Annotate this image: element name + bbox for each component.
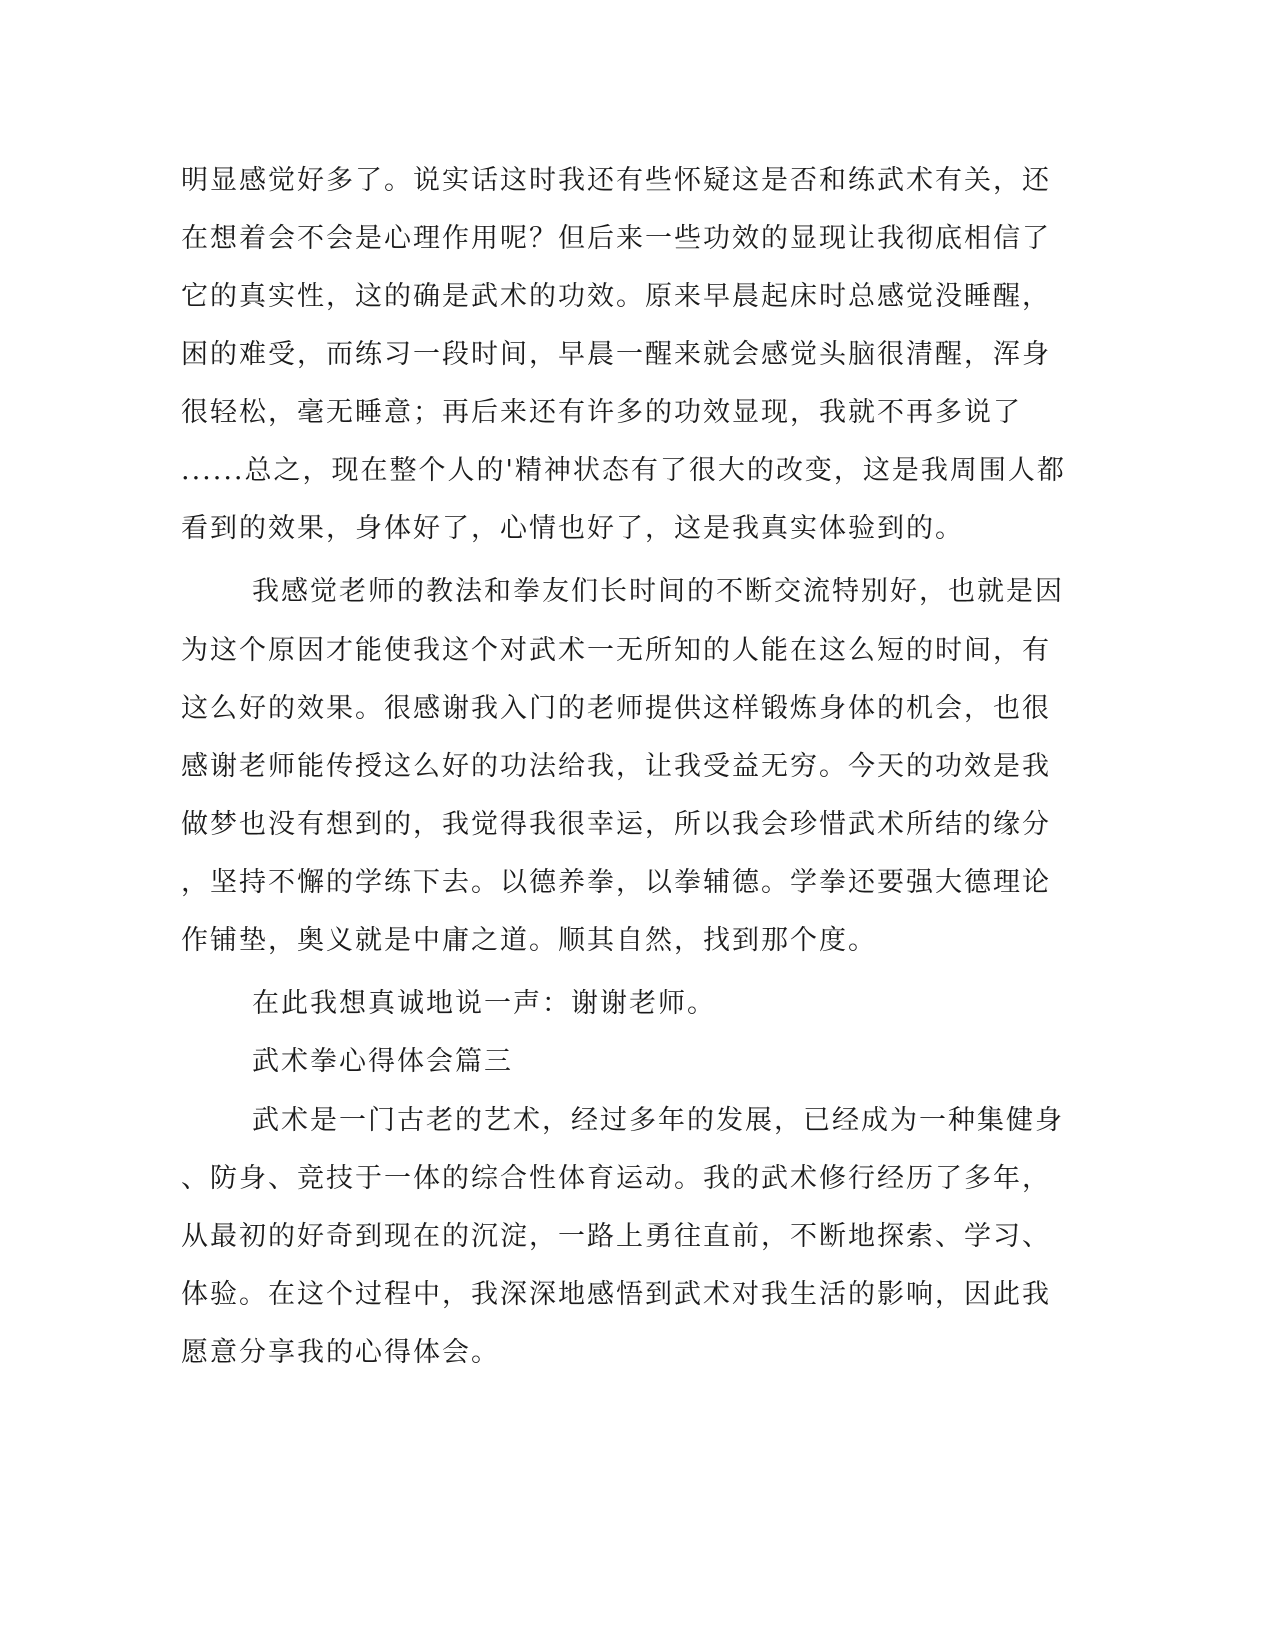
- paragraph-first-line: 武术是一门古老的艺术，经过多年的发展，已经成为一种集健身: [252, 1105, 1064, 1136]
- text-line: 愿意分享我的心得体会。: [181, 1337, 500, 1368]
- closing-line: 在此我想真诚地说一声：谢谢老师。: [252, 988, 716, 1019]
- text-line: 在想着会不会是心理作用呢？但后来一些功效的显现让我彻底相信了: [181, 223, 1051, 254]
- text-line: ，坚持不懈的学练下去。以德养拳，以拳辅德。学拳还要强大德理论: [181, 867, 1051, 898]
- text-line: 困的难受，而练习一段时间，早晨一醒来就会感觉头脑很清醒，浑身: [181, 339, 1051, 370]
- text-line: 这么好的效果。很感谢我入门的老师提供这样锻炼身体的机会，也很: [181, 693, 1051, 724]
- text-line: 从最初的好奇到现在的沉淀，一路上勇往直前，不断地探索、学习、: [181, 1221, 1051, 1252]
- text-line: 做梦也没有想到的，我觉得我很幸运，所以我会珍惜武术所结的缘分: [181, 809, 1051, 840]
- text-line: 感谢老师能传授这么好的功法给我，让我受益无穷。今天的功效是我: [181, 751, 1051, 782]
- text-line: ......总之，现在整个人的'精神状态有了很大的改变，这是我周围人都: [181, 455, 1066, 486]
- text-line: 很轻松，毫无睡意；再后来还有许多的功效显现，我就不再多说了: [181, 397, 1022, 428]
- text-line: 明显感觉好多了。说实话这时我还有些怀疑这是否和练武术有关，还: [181, 165, 1051, 196]
- section-heading: 武术拳心得体会篇三: [252, 1046, 513, 1077]
- text-line: 、防身、竞技于一体的综合性体育运动。我的武术修行经历了多年，: [181, 1163, 1051, 1194]
- text-line: 作铺垫，奥义就是中庸之道。顺其自然，找到那个度。: [181, 925, 877, 956]
- text-line: 为这个原因才能使我这个对武术一无所知的人能在这么短的时间，有: [181, 635, 1051, 666]
- text-line: 看到的效果，身体好了，心情也好了，这是我真实体验到的。: [181, 513, 964, 544]
- paragraph-first-line: 我感觉老师的教法和拳友们长时间的不断交流特别好，也就是因: [252, 576, 1064, 607]
- text-line: 它的真实性，这的确是武术的功效。原来早晨起床时总感觉没睡醒，: [181, 281, 1051, 312]
- text-line: 体验。在这个过程中，我深深地感悟到武术对我生活的影响，因此我: [181, 1279, 1051, 1310]
